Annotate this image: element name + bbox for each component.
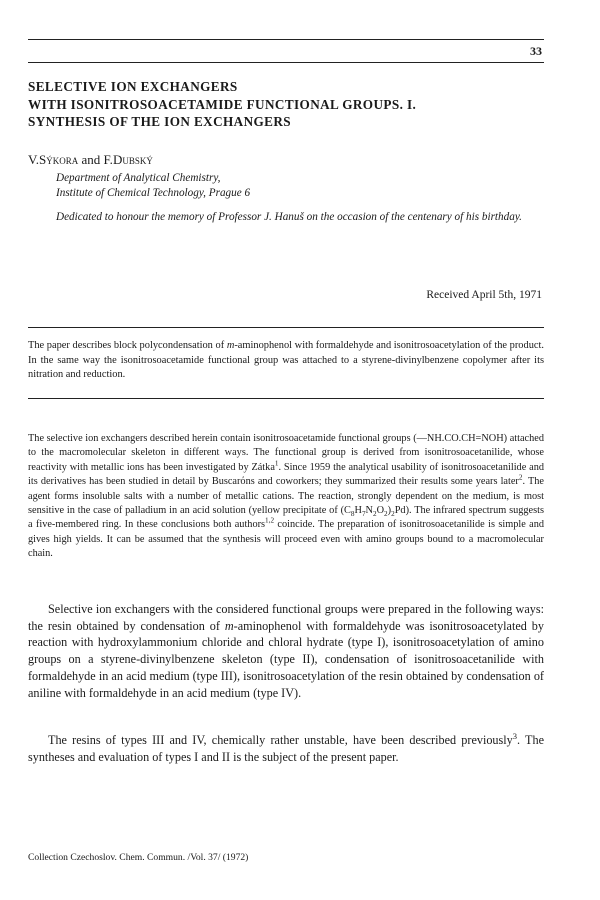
body-paragraph-1 bbox=[28, 601, 544, 701]
dedication: Dedicated to honour the memory of Professor J. Hanuš on the occasion of the centenary of his birthday. bbox=[56, 211, 522, 223]
author-2-surname: Dubský bbox=[112, 152, 153, 167]
author-conjunction: and bbox=[78, 152, 104, 167]
formula-element: N bbox=[365, 505, 373, 517]
formula-subscript: 2 bbox=[391, 510, 395, 519]
introduction-paragraph bbox=[28, 432, 544, 562]
author-list bbox=[28, 152, 153, 168]
abstract-text-2: -aminophenol with formaldehyde and isonitrosoacetylation of the product. In the same way the isonitrosoacetamide functional group was attached to a styrene-divinylbenzene copolymer after its nitration and reduction. bbox=[28, 340, 544, 380]
citation-ref-3: 1,2 bbox=[265, 517, 275, 526]
intro-text-5: coincide. The preparation of isonitrosoacetanilide is simple and gives high yields. It can be assumed that the synthesis will proceed even with amino groups bound to a macromolecular chain. bbox=[28, 519, 544, 560]
title-line-2: WITH ISONITROSOACETAMIDE FUNCTIONAL GROUPS. I. bbox=[28, 96, 417, 112]
formula-subscript: 2 bbox=[384, 510, 388, 519]
author-1-initial: V. bbox=[28, 152, 39, 167]
header-rule-lower bbox=[28, 62, 544, 63]
abstract bbox=[28, 339, 544, 383]
body2-text-1: The resins of types III and IV, chemically rather unstable, have been described previously bbox=[48, 733, 513, 747]
formula-element: ) bbox=[387, 505, 392, 517]
formula-element: O bbox=[376, 505, 385, 517]
formula-element: H bbox=[354, 505, 362, 517]
intro-text-1: The selective ion exchangers described herein contain isonitrosoacetamide functional groups (—NH.CO.CH=NOH) attached to the macromolecular skeleton in different ways. The functional group is derived from isonitrosoacetanilide, whose reactivity with metallic ions has been investigated by Zátka bbox=[28, 433, 544, 473]
author-2-initial: F. bbox=[103, 152, 113, 167]
author-1-surname: Sýkora bbox=[38, 152, 79, 167]
intro-text-2: . Since 1959 the analytical usability of isonitrosoacetanilide and its derivatives has been studied in detail by Buscarόns and coworkers; they summarized their results some years later bbox=[28, 461, 544, 488]
citation-ref-4: 3 bbox=[512, 730, 518, 741]
abstract-rule-bottom bbox=[28, 398, 544, 399]
abstract-meta-prefix: m bbox=[226, 340, 235, 351]
received-date: Received April 5th, 1971 bbox=[426, 289, 542, 301]
intro-text-4: Pd). The infrared spectrum suggests a five-membered ring. In these conclusions both authors bbox=[28, 505, 544, 531]
body1-text-2: -aminophenol with formaldehyde was isonitrosoacetylated by reaction with hydroxylammonium chloride and chloral hydrate (type I), isonitrosoacetylation of amino groups on a styrene-divinylbenzene skeleton (type II), condensation of isonitrosoacetanilide with formaldehyde in an acid medium (type III), isonitrosoacetylation of the resin obtained by condensation of aniline with formaldehyde in an acid medium (type IV). bbox=[28, 618, 544, 700]
citation-ref-1: 1 bbox=[274, 459, 279, 468]
title-line-1: SELECTIVE ION EXCHANGERS bbox=[28, 79, 238, 94]
formula-subscript: 2 bbox=[372, 510, 377, 519]
affiliation-institute: Institute of Chemical Technology, Prague 6 bbox=[56, 187, 251, 199]
article-title bbox=[28, 78, 568, 131]
header-rule bbox=[28, 39, 544, 40]
abstract-text-1: The paper describes block polycondensation of bbox=[28, 340, 227, 351]
affiliation-department: Department of Analytical Chemistry, bbox=[56, 172, 221, 184]
body-paragraph-2 bbox=[28, 732, 544, 765]
formula-subscript: 8 bbox=[350, 510, 355, 519]
citation-ref-2: 2 bbox=[518, 473, 523, 482]
body2-text-2: . The syntheses and evaluation of types I and II is the subject of the present paper. bbox=[28, 733, 544, 764]
journal-footer: Collection Czechoslov. Chem. Commun. /Vol. 37/ (1972) bbox=[28, 852, 249, 863]
body1-meta-prefix: m bbox=[224, 618, 234, 633]
affiliation bbox=[56, 171, 250, 201]
intro-text-3: . The agent forms insoluble salts with a number of metallic cations. The reaction, strongly dependent on the medium, is most sensitive in the case of palladium in an acid solution (yellow precipitate of (C bbox=[28, 476, 544, 517]
page-number: 33 bbox=[530, 44, 542, 58]
formula-subscript: 7 bbox=[361, 510, 366, 519]
body1-text-1: Selective ion exchangers with the considered functional groups were prepared in the following ways: the resin obtained by condensation of bbox=[28, 602, 544, 633]
title-line-3: SYNTHESIS OF THE ION EXCHANGERS bbox=[28, 114, 292, 129]
abstract-rule-top bbox=[28, 327, 544, 328]
